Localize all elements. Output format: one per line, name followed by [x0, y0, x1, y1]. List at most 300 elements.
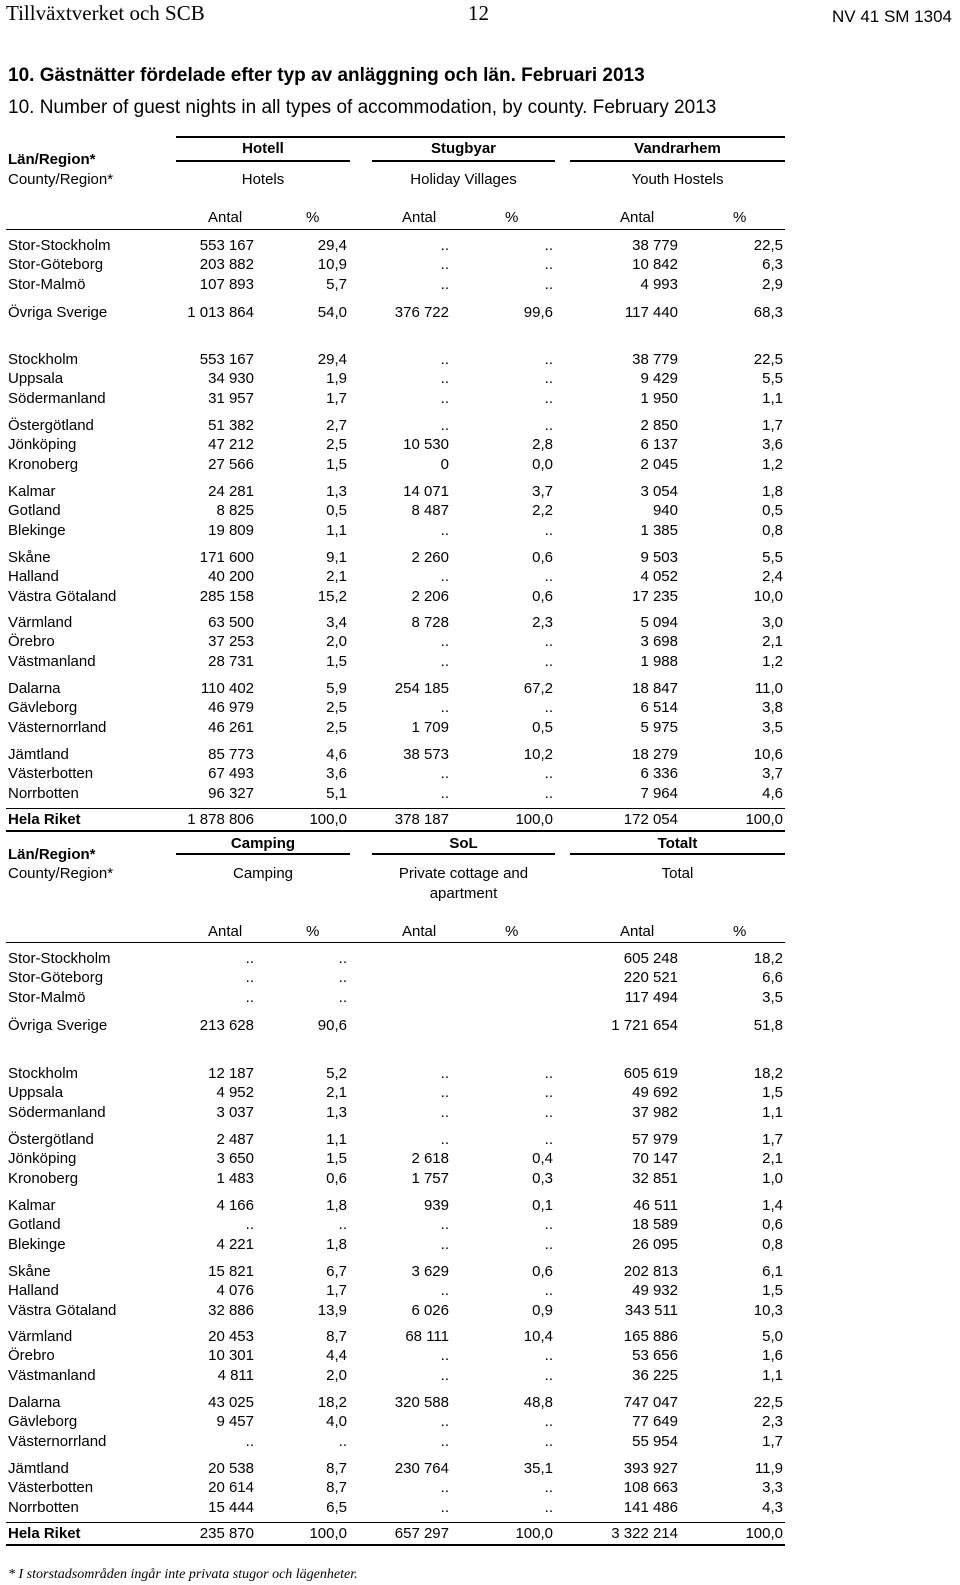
table-cell: 0,5 [762, 502, 783, 519]
table-cell: 10,6 [753, 746, 783, 763]
table-cell: 108 663 [623, 1479, 678, 1496]
table-cell: .. [544, 276, 553, 293]
table-cell: 37 253 [208, 633, 254, 650]
table-cell: .. [440, 1433, 449, 1450]
table-cell: .. [440, 276, 449, 293]
table-cell: 0,3 [532, 1170, 553, 1187]
table-cell: 747 047 [623, 1394, 678, 1411]
table-cell: .. [544, 633, 553, 650]
table-cell: .. [544, 1367, 553, 1384]
table-cell: 10,9 [317, 256, 347, 273]
column-group-header-sv: SoL [449, 835, 478, 852]
table-title-sv: 10. Gästnätter fördelade efter typ av anläggning och län. Februari 2013 [8, 65, 645, 86]
table-cell: 4 811 [217, 1367, 254, 1384]
table-cell: 1,7 [762, 1433, 783, 1450]
table-cell: .. [544, 785, 553, 802]
row-label: Kronoberg [8, 1170, 79, 1187]
table-cell: 10,0 [753, 588, 783, 605]
table-cell: 2,3 [762, 1413, 783, 1430]
table-cell: 68 111 [405, 1328, 449, 1345]
table-cell: 49 692 [632, 1084, 678, 1101]
row-label: Västmanland [8, 653, 96, 670]
table-cell: .. [544, 699, 553, 716]
table-cell: 6 137 [640, 436, 678, 453]
table-cell: .. [544, 522, 553, 539]
region-header-en: County/Region* [8, 171, 114, 188]
column-subheader: % [733, 209, 747, 226]
table-cell: 5 975 [640, 719, 678, 736]
table-cell: 376 722 [394, 304, 449, 321]
table-cell: 0,6 [762, 1216, 783, 1233]
total-row-label: Hela Riket [8, 1525, 81, 1542]
row-label: Gotland [8, 1216, 61, 1233]
column-subheader: % [306, 209, 320, 226]
column-subheader: % [505, 209, 519, 226]
table-cell: 2 487 [216, 1131, 254, 1148]
total-bottom-rule [6, 1544, 785, 1546]
table-cell: 2,3 [532, 614, 553, 631]
region-header-en: County/Region* [8, 865, 114, 882]
total-top-rule [6, 808, 785, 809]
table-cell: .. [440, 1282, 449, 1299]
table-cell: 5,7 [326, 276, 347, 293]
table-cell: 0,6 [532, 1263, 553, 1280]
table-cell: 20 453 [208, 1328, 254, 1345]
row-label: Stockholm [8, 1065, 79, 1082]
table-cell: 117 440 [624, 304, 678, 321]
row-label: Västmanland [8, 1367, 96, 1384]
table-cell: 110 402 [200, 680, 254, 697]
table-cell: 3 054 [640, 483, 678, 500]
table-cell: 10 301 [208, 1347, 254, 1364]
row-label: Stor-Stockholm [8, 950, 111, 967]
table-cell: .. [544, 1084, 553, 1101]
table-cell: .. [544, 1236, 553, 1253]
header-series: NV 41 SM 1304 [831, 7, 952, 26]
table-cell: 1 988 [640, 653, 678, 670]
table-cell: 5,2 [326, 1065, 347, 1082]
table-cell: 8 825 [216, 502, 254, 519]
table-cell: 220 521 [623, 969, 678, 986]
table-cell: 53 656 [632, 1347, 678, 1364]
row-label: Stor-Malmö [8, 989, 86, 1006]
table-cell: 940 [652, 502, 678, 519]
row-label: Stockholm [8, 351, 79, 368]
row-label: Kronoberg [8, 456, 79, 473]
table-cell: .. [338, 1433, 347, 1450]
column-group-header-sv: Vandrarhem [634, 140, 721, 157]
total-cell: 100,0 [745, 811, 783, 828]
table-cell: 2,5 [326, 436, 347, 453]
table-cell: 9 503 [640, 549, 678, 566]
table-cell: .. [544, 765, 553, 782]
table-cell: 1,1 [762, 1104, 783, 1121]
row-label: Skåne [8, 549, 51, 566]
table-cell: 15 444 [208, 1499, 254, 1516]
table-cell: 2 260 [411, 549, 449, 566]
table-cell: 1,7 [326, 1282, 347, 1299]
total-cell: 3 322 214 [611, 1525, 678, 1542]
table-cell: .. [544, 256, 553, 273]
table-cell: 1,7 [762, 417, 783, 434]
group-header-rule [372, 160, 555, 162]
row-label: Halland [8, 1282, 59, 1299]
table-cell: .. [544, 1347, 553, 1364]
subheader-rule [6, 229, 785, 230]
row-label: Övriga Sverige [8, 1017, 108, 1034]
table-cell: 34 930 [208, 370, 254, 387]
row-label: Kalmar [8, 1197, 56, 1214]
table-cell: 1,8 [326, 1236, 347, 1253]
table-cell: 24 281 [208, 483, 254, 500]
table-cell: .. [544, 1065, 553, 1082]
table-cell: .. [440, 1413, 449, 1430]
table-cell: 20 614 [208, 1479, 254, 1496]
table-cell: .. [440, 633, 449, 650]
table-cell: 15 821 [208, 1263, 254, 1280]
row-label: Dalarna [8, 1394, 61, 1411]
total-cell: 657 297 [394, 1525, 449, 1542]
table-cell: 3,0 [762, 614, 783, 631]
row-label: Gävleborg [8, 699, 78, 716]
column-group-header-en: Total [661, 865, 694, 882]
table-cell: 54,0 [317, 304, 347, 321]
row-label: Gotland [8, 502, 61, 519]
column-group-header-en: Youth Hostels [631, 171, 724, 188]
table-cell: 28 731 [208, 653, 254, 670]
total-cell: 100,0 [515, 811, 553, 828]
table-cell: 29,4 [317, 237, 347, 254]
table-cell: 1,3 [326, 483, 347, 500]
table-cell: 1 950 [640, 390, 678, 407]
table-cell: .. [440, 351, 449, 368]
table-cell: 90,6 [317, 1017, 347, 1034]
table-cell: 5,1 [326, 785, 347, 802]
table-cell: .. [245, 1216, 254, 1233]
table-cell: 37 982 [632, 1104, 678, 1121]
table-cell: 15,2 [317, 588, 347, 605]
table-cell: 393 927 [623, 1460, 678, 1477]
table-cell: .. [544, 351, 553, 368]
table-cell: 67 493 [208, 765, 254, 782]
table-cell: 9,1 [326, 549, 347, 566]
table-cell: 1,6 [762, 1347, 783, 1364]
table-cell: 0,1 [532, 1197, 553, 1214]
table-cell: 3,5 [762, 719, 783, 736]
table-cell: 1,5 [326, 456, 347, 473]
table-cell: .. [338, 950, 347, 967]
table-cell: 5,9 [326, 680, 347, 697]
table-cell: .. [338, 969, 347, 986]
row-label: Skåne [8, 1263, 51, 1280]
row-label: Stor-Stockholm [8, 237, 111, 254]
row-label: Kalmar [8, 483, 56, 500]
table-cell: .. [544, 1216, 553, 1233]
column-group-header-sv: Hotell [242, 140, 284, 157]
table-cell: 67,2 [523, 680, 553, 697]
table-cell: .. [440, 1499, 449, 1516]
table-cell: 22,5 [753, 237, 783, 254]
group-header-rule [372, 853, 555, 855]
table-cell: 0,5 [326, 502, 347, 519]
table-cell: 46 511 [633, 1197, 678, 1214]
table-cell: .. [544, 237, 553, 254]
table-cell: 2,4 [762, 568, 783, 585]
row-label: Örebro [8, 633, 55, 650]
table-cell: 6 336 [640, 765, 678, 782]
row-label: Blekinge [8, 1236, 66, 1253]
table-cell: 1,8 [762, 483, 783, 500]
table-cell: .. [440, 417, 449, 434]
table-cell: .. [544, 1479, 553, 1496]
column-subheader: % [505, 923, 519, 940]
table-cell: 4 952 [216, 1084, 254, 1101]
table-cell: 1,4 [762, 1197, 783, 1214]
table-cell: 1,5 [326, 1150, 347, 1167]
table-cell: 49 932 [632, 1282, 678, 1299]
table-cell: 1,2 [762, 456, 783, 473]
table-cell: .. [544, 1131, 553, 1148]
table-cell: 3,6 [326, 765, 347, 782]
row-label: Jönköping [8, 1150, 77, 1167]
table-cell: 99,6 [523, 304, 553, 321]
table-cell: 2,5 [326, 719, 347, 736]
column-subheader: % [306, 923, 320, 940]
table-cell: 1,5 [762, 1282, 783, 1299]
table-cell: 6,5 [326, 1499, 347, 1516]
table-cell: .. [245, 950, 254, 967]
table-cell: 10,4 [523, 1328, 553, 1345]
row-label: Halland [8, 568, 59, 585]
total-cell: 100,0 [309, 811, 347, 828]
table-cell: 9 457 [216, 1413, 254, 1430]
row-label: Västra Götaland [8, 1302, 117, 1319]
row-label: Västernorrland [8, 719, 107, 736]
table-cell: .. [440, 256, 449, 273]
table-cell: 9 429 [640, 370, 678, 387]
footnote: * I storstadsområden ingår inte privata stugor och lägenheter. [8, 1567, 358, 1582]
table-cell: 4,4 [326, 1347, 347, 1364]
table-cell: 18 279 [632, 746, 678, 763]
table-cell: 12 187 [208, 1065, 254, 1082]
row-label: Östergötland [8, 417, 94, 434]
page-number: 12 [468, 1, 489, 25]
column-subheader: Antal [208, 209, 243, 226]
table-cell: 0,8 [762, 522, 783, 539]
table-cell: 2,1 [326, 568, 347, 585]
table-cell: 165 886 [623, 1328, 678, 1345]
table-cell: 6,7 [326, 1263, 347, 1280]
table-cell: 0,9 [532, 1302, 553, 1319]
table-cell: .. [440, 653, 449, 670]
table-cell: 2 850 [640, 417, 678, 434]
table-cell: 5 094 [640, 614, 678, 631]
table-cell: 1,7 [762, 1131, 783, 1148]
total-bottom-rule [6, 830, 785, 832]
table-cell: 38 779 [632, 237, 678, 254]
table-cell: .. [440, 1104, 449, 1121]
table-cell: 11,0 [754, 680, 783, 697]
table-cell: 213 628 [199, 1017, 254, 1034]
table-cell: 5,5 [762, 549, 783, 566]
table-cell: 553 167 [199, 351, 254, 368]
region-header-sv: Län/Region* [8, 846, 96, 863]
table-cell: 3,4 [326, 614, 347, 631]
table-cell: 3 629 [411, 1263, 449, 1280]
table-cell: 1,1 [762, 390, 783, 407]
table-cell: 1,1 [326, 1131, 347, 1148]
table-cell: .. [440, 1084, 449, 1101]
table-cell: 2,2 [532, 502, 553, 519]
table-cell: 96 327 [208, 785, 254, 802]
column-subheader: % [733, 923, 747, 940]
row-label: Jämtland [8, 746, 69, 763]
table-title-en: 10. Number of guest nights in all types of accommodation, by county. February 2013 [8, 97, 717, 118]
table-cell: 51 382 [208, 417, 254, 434]
table-cell: .. [440, 1367, 449, 1384]
table-cell: 1,3 [326, 1104, 347, 1121]
table-cell: 4 052 [640, 568, 678, 585]
table-cell: 1 721 654 [611, 1017, 678, 1034]
table-cell: .. [440, 390, 449, 407]
total-cell: 1 878 806 [187, 811, 254, 828]
row-label: Södermanland [8, 1104, 106, 1121]
table-cell: .. [544, 370, 553, 387]
total-top-rule [6, 1522, 785, 1523]
table-cell: 8,7 [326, 1328, 347, 1345]
row-label: Västra Götaland [8, 588, 117, 605]
table-cell: 0,4 [532, 1150, 553, 1167]
row-label: Gävleborg [8, 1413, 78, 1430]
row-label: Jönköping [8, 436, 77, 453]
table-cell: 3,7 [532, 483, 553, 500]
row-label: Norrbotten [8, 1499, 79, 1516]
table-cell: 3,3 [762, 1479, 783, 1496]
table-cell: 0,5 [532, 719, 553, 736]
column-group-header-en: Camping [232, 865, 294, 882]
table-cell: .. [440, 1347, 449, 1364]
table-cell: 285 158 [199, 588, 254, 605]
table-cell: 6,3 [762, 256, 783, 273]
table-cell: 18,2 [753, 1065, 783, 1082]
table-cell: .. [245, 989, 254, 1006]
table-cell: 38 573 [403, 746, 449, 763]
table-cell: .. [544, 417, 553, 434]
table-cell: 0,6 [532, 588, 553, 605]
table-cell: 38 779 [632, 351, 678, 368]
table-cell: 70 147 [632, 1150, 678, 1167]
table-cell: 10 842 [632, 256, 678, 273]
table-cell: 320 588 [394, 1394, 449, 1411]
table-cell: .. [440, 1065, 449, 1082]
table-cell: 1,5 [762, 1084, 783, 1101]
table-cell: 3,7 [762, 765, 783, 782]
table-cell: .. [245, 1433, 254, 1450]
table-cell: 1,1 [326, 522, 347, 539]
table-cell: 17 235 [632, 588, 678, 605]
table-cell: 0,6 [532, 549, 553, 566]
table-cell: 10,3 [753, 1302, 783, 1319]
column-subheader: Antal [208, 923, 243, 940]
table-cell: 2,8 [532, 436, 553, 453]
table-cell: .. [440, 370, 449, 387]
table-cell: 27 566 [208, 456, 254, 473]
row-label: Uppsala [8, 1084, 64, 1101]
table-cell: 4,6 [762, 785, 783, 802]
table-cell: 6 026 [411, 1302, 449, 1319]
row-label: Västerbotten [8, 765, 94, 782]
table-top-rule [176, 136, 785, 138]
table-cell: 14 071 [403, 483, 449, 500]
table-cell: 55 954 [632, 1433, 678, 1450]
table-cell: .. [544, 1499, 553, 1516]
table-cell: 18,2 [317, 1394, 347, 1411]
table-cell: 22,5 [753, 351, 783, 368]
table-cell: 51,8 [753, 1017, 783, 1034]
table-cell: 46 979 [208, 699, 254, 716]
table-cell: 46 261 [208, 719, 254, 736]
table-cell: 2 618 [411, 1150, 449, 1167]
table-cell: 35,1 [523, 1460, 553, 1477]
table-cell: 171 600 [199, 549, 254, 566]
table-cell: 1,8 [326, 1197, 347, 1214]
table-cell: 4,3 [762, 1499, 783, 1516]
table-cell: 8,7 [326, 1479, 347, 1496]
column-group-header-sv: Camping [230, 835, 296, 852]
table-cell: 4 221 [216, 1236, 254, 1253]
table-cell: 26 095 [632, 1236, 678, 1253]
column-group-header-sv: Stugbyar [430, 140, 496, 157]
group-header-rule [176, 160, 350, 162]
column-subheader: Antal [402, 923, 437, 940]
row-label: Dalarna [8, 680, 61, 697]
table-cell: .. [440, 568, 449, 585]
column-group-header-sv: Totalt [657, 835, 698, 852]
table-cell: .. [440, 765, 449, 782]
row-label: Västerbotten [8, 1479, 94, 1496]
table-cell: 939 [423, 1197, 449, 1214]
table-cell: .. [544, 1433, 553, 1450]
table-cell: .. [440, 1216, 449, 1233]
table-cell: 2,9 [762, 276, 783, 293]
table-cell: 0,8 [762, 1236, 783, 1253]
group-header-rule [176, 853, 350, 855]
column-subheader: Antal [620, 923, 655, 940]
table-cell: 48,8 [523, 1394, 553, 1411]
row-label: Jämtland [8, 1460, 69, 1477]
table-cell: 1,1 [762, 1367, 783, 1384]
table-cell: 4,6 [326, 746, 347, 763]
table-cell: 4 993 [640, 276, 678, 293]
subheader-rule [6, 942, 785, 943]
table-cell: 2,1 [762, 1150, 783, 1167]
total-cell: 100,0 [745, 1525, 783, 1542]
total-cell: 378 187 [394, 811, 449, 828]
table-cell: 8 487 [411, 502, 449, 519]
table-cell: .. [440, 237, 449, 254]
table-cell: 1 757 [411, 1170, 449, 1187]
table-cell: 117 494 [624, 989, 678, 1006]
table-cell: 63 500 [208, 614, 254, 631]
table-cell: 2,1 [762, 633, 783, 650]
table-cell: 77 649 [632, 1413, 678, 1430]
table-cell: .. [544, 1282, 553, 1299]
table-cell: 553 167 [199, 237, 254, 254]
table-cell: 605 248 [623, 950, 678, 967]
table-cell: 3,6 [762, 436, 783, 453]
row-label: Övriga Sverige [8, 304, 108, 321]
table-cell: 1 013 864 [187, 304, 254, 321]
